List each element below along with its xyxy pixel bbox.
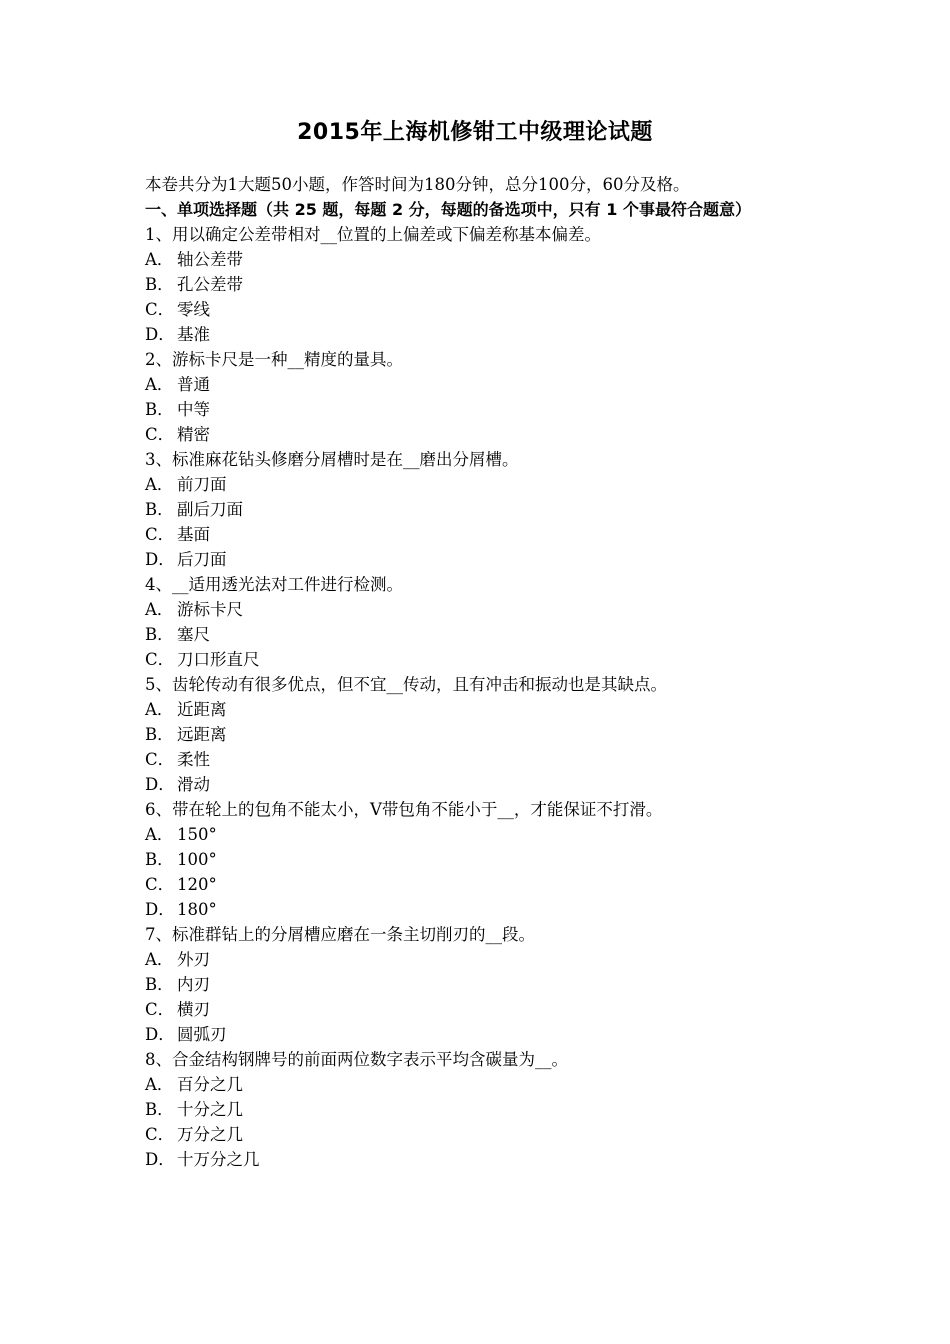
answer-option (145, 822, 815, 847)
answer-option (145, 747, 815, 772)
option-letter: A． (145, 700, 174, 719)
option-text: 远距离 (177, 725, 227, 744)
answer-option (145, 472, 815, 497)
option-letter: B． (145, 625, 174, 644)
answer-option (145, 722, 815, 747)
option-text: 横刃 (177, 1000, 210, 1019)
option-text: 普通 (177, 375, 210, 394)
option-text: 精密 (177, 425, 210, 444)
option-text: 滑动 (177, 775, 210, 794)
answer-option (145, 897, 815, 922)
option-letter: B． (145, 725, 174, 744)
exam-intro: 本卷共分为1大题50小题，作答时间为180分钟，总分100分，60分及格。 (145, 175, 690, 194)
answer-option (145, 297, 815, 322)
answer-option (145, 1022, 815, 1047)
option-letter: D． (145, 775, 175, 794)
option-letter: D． (145, 325, 175, 344)
option-text: 圆弧刃 (177, 1025, 227, 1044)
answer-option (145, 622, 815, 647)
option-letter: A． (145, 475, 174, 494)
question-text: 7、标准群钻上的分屑槽应磨在一条主切削刃的__段。 (145, 925, 535, 944)
option-letter: B． (145, 850, 174, 869)
answer-option (145, 647, 815, 672)
option-text: 十万分之几 (177, 1150, 260, 1169)
option-letter: B． (145, 500, 174, 519)
answer-option (145, 847, 815, 872)
option-text: 外刃 (177, 950, 210, 969)
document-body (145, 172, 815, 1172)
answer-option (145, 947, 815, 972)
option-letter: D． (145, 900, 175, 919)
option-letter: A． (145, 375, 174, 394)
option-text: 副后刀面 (177, 500, 243, 519)
option-letter: D． (145, 1150, 175, 1169)
option-text: 游标卡尺 (177, 600, 243, 619)
option-letter: C． (145, 300, 175, 319)
option-letter: A． (145, 825, 174, 844)
question-text: 2、游标卡尺是一种__精度的量具。 (145, 350, 403, 369)
answer-option (145, 322, 815, 347)
option-letter: B． (145, 975, 174, 994)
question-text: 4、__适用透光法对工件进行检测。 (145, 575, 403, 594)
option-letter: A． (145, 600, 174, 619)
option-letter: C． (145, 425, 175, 444)
option-letter: B． (145, 400, 174, 419)
option-text: 120° (177, 875, 217, 894)
answer-option (145, 1097, 815, 1122)
answer-option (145, 422, 815, 447)
answer-option (145, 872, 815, 897)
answer-option (145, 247, 815, 272)
option-letter: D． (145, 550, 175, 569)
answer-option (145, 522, 815, 547)
answer-option (145, 697, 815, 722)
answer-option (145, 1122, 815, 1147)
answer-option (145, 272, 815, 297)
option-text: 百分之几 (177, 1075, 243, 1094)
question-text: 8、合金结构钢牌号的前面两位数字表示平均含碳量为__。 (145, 1050, 568, 1069)
option-text: 刀口形直尺 (177, 650, 260, 669)
option-letter: A． (145, 1075, 174, 1094)
answer-option (145, 372, 815, 397)
answer-option (145, 1072, 815, 1097)
answer-option (145, 772, 815, 797)
option-text: 基面 (177, 525, 210, 544)
option-text: 万分之几 (177, 1125, 243, 1144)
option-text: 近距离 (177, 700, 227, 719)
option-text: 100° (177, 850, 217, 869)
answer-option (145, 397, 815, 422)
question-text: 3、标准麻花钻头修磨分屑槽时是在__磨出分屑槽。 (145, 450, 519, 469)
option-letter: C． (145, 1000, 175, 1019)
option-text: 零线 (177, 300, 210, 319)
option-text: 150° (177, 825, 217, 844)
option-letter: C． (145, 525, 175, 544)
option-letter: C． (145, 1125, 175, 1144)
option-text: 柔性 (177, 750, 210, 769)
question-text: 5、齿轮传动有很多优点，但不宜__传动，且有冲击和振动也是其缺点。 (145, 675, 667, 694)
option-letter: C． (145, 650, 175, 669)
option-letter: A． (145, 250, 174, 269)
option-text: 中等 (177, 400, 210, 419)
question-text: 6、带在轮上的包角不能太小，V带包角不能小于__，才能保证不打滑。 (145, 800, 663, 819)
answer-option (145, 1147, 815, 1172)
answer-option (145, 997, 815, 1022)
section-heading: 一、单项选择题（共 25 题，每题 2 分，每题的备选项中，只有 1 个事最符合题意） (145, 200, 751, 219)
option-letter: A． (145, 950, 174, 969)
option-letter: D． (145, 1025, 175, 1044)
option-text: 后刀面 (177, 550, 227, 569)
question-text: 1、用以确定公差带相对__位置的上偏差或下偏差称基本偏差。 (145, 225, 601, 244)
option-letter: C． (145, 875, 175, 894)
option-letter: B． (145, 1100, 174, 1119)
answer-option (145, 547, 815, 572)
option-letter: B． (145, 275, 174, 294)
option-text: 十分之几 (177, 1100, 243, 1119)
option-text: 内刃 (177, 975, 210, 994)
question-list (145, 222, 815, 1172)
option-text: 孔公差带 (177, 275, 243, 294)
option-text: 轴公差带 (177, 250, 243, 269)
option-letter: C． (145, 750, 175, 769)
option-text: 180° (177, 900, 217, 919)
page-title: 2015年上海机修钳工中级理论试题 (297, 120, 653, 145)
answer-option (145, 972, 815, 997)
option-text: 基准 (177, 325, 210, 344)
answer-option (145, 597, 815, 622)
option-text: 前刀面 (177, 475, 227, 494)
answer-option (145, 497, 815, 522)
option-text: 塞尺 (177, 625, 210, 644)
